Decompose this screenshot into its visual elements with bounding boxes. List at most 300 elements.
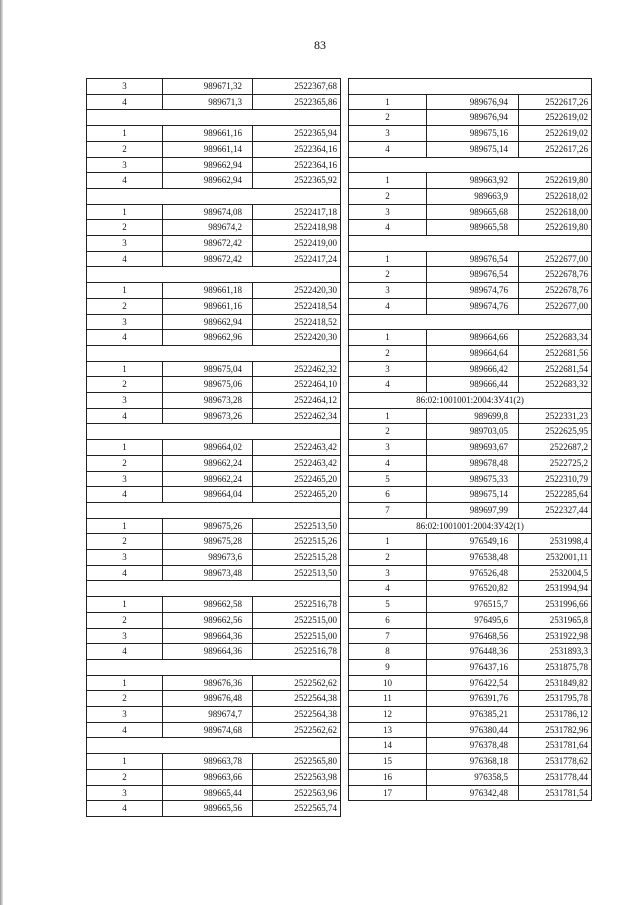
point-number: 7 [349,628,427,644]
table-row [87,94,341,110]
y-coordinate: 2522683,34 [519,330,592,346]
table-row [349,408,592,424]
x-coordinate: 989663,9 [427,188,519,204]
point-number: 1 [349,408,427,424]
x-coordinate: 989674,68 [163,722,253,738]
table-row [87,455,341,471]
y-coordinate: 2532001,11 [519,550,592,566]
x-coordinate: 989661,16 [163,126,253,142]
y-coordinate: 2522678,76 [519,283,592,299]
y-coordinate: 2522285,64 [519,487,592,503]
point-number: 2 [87,612,163,628]
x-coordinate: 976549,16 [427,534,519,550]
y-coordinate: 2522678,76 [519,267,592,283]
point-number: 1 [349,251,427,267]
table-row [87,283,341,299]
x-coordinate: 976538,48 [427,550,519,566]
x-coordinate: 989671,32 [163,79,253,95]
y-coordinate: 2522365,92 [253,173,341,189]
y-coordinate: 2522515,28 [253,550,341,566]
point-number: 2 [87,534,163,550]
table-row [349,565,592,581]
x-coordinate: 989699,8 [427,408,519,424]
section-separator [349,236,592,252]
table-row [349,361,592,377]
y-coordinate: 2531965,8 [519,612,592,628]
y-coordinate: 2522420,30 [253,330,341,346]
point-number: 4 [87,94,163,110]
point-number: 1 [349,534,427,550]
point-number: 3 [87,471,163,487]
point-number: 8 [349,644,427,660]
x-coordinate: 989662,24 [163,471,253,487]
section-title: 86:02:1001001:2004:ЗУ42(1) [349,518,592,534]
y-coordinate: 2522687,2 [519,440,592,456]
y-coordinate: 2531781,54 [519,785,592,801]
table-row [87,565,341,581]
point-number: 2 [87,769,163,785]
point-number: 4 [349,298,427,314]
point-number: 13 [349,722,427,738]
table-row [87,675,341,691]
x-coordinate: 989666,44 [427,377,519,393]
section-header-row [87,267,341,283]
table-row [349,550,592,566]
x-coordinate: 989662,94 [163,157,253,173]
point-number: 4 [349,220,427,236]
table-row [349,455,592,471]
point-number: 4 [349,141,427,157]
point-number: 4 [87,330,163,346]
x-coordinate: 976448,36 [427,644,519,660]
table-row [349,597,592,613]
x-coordinate: 989676,94 [427,94,519,110]
table-row [349,534,592,550]
table-row [87,707,341,723]
section-header-row [87,581,341,597]
x-coordinate: 989674,2 [163,220,253,236]
section-separator [87,581,341,597]
x-coordinate: 989671,3 [163,94,253,110]
point-number: 3 [349,361,427,377]
x-coordinate: 976368,18 [427,754,519,770]
point-number: 1 [87,597,163,613]
x-coordinate: 989662,58 [163,597,253,613]
point-number: 1 [87,126,163,142]
y-coordinate: 2522417,24 [253,251,341,267]
x-coordinate: 976380,44 [427,722,519,738]
scan-edge [0,0,3,905]
table-row [349,471,592,487]
x-coordinate: 989674,08 [163,204,253,220]
page-number: 83 [314,38,326,52]
x-coordinate: 976422,54 [427,675,519,691]
x-coordinate: 989664,36 [163,644,253,660]
section-separator [349,157,592,173]
x-coordinate: 989665,68 [427,204,519,220]
table-row [349,94,592,110]
point-number: 10 [349,675,427,691]
table-row [349,487,592,503]
coordinates-table-right [348,78,592,801]
x-coordinate: 989675,26 [163,518,253,534]
point-number: 4 [87,251,163,267]
x-coordinate: 976385,21 [427,707,519,723]
y-coordinate: 2522681,54 [519,361,592,377]
table-row [349,628,592,644]
table-row [87,141,341,157]
section-header-row [87,502,341,518]
y-coordinate: 2522463,42 [253,440,341,456]
x-coordinate: 989697,99 [427,502,519,518]
x-coordinate: 989675,06 [163,377,253,393]
x-coordinate: 989661,16 [163,298,253,314]
y-coordinate: 2532004,5 [519,565,592,581]
point-number: 7 [349,502,427,518]
table-row [349,644,592,660]
x-coordinate: 989675,14 [427,141,519,157]
point-number: 2 [349,110,427,126]
point-number: 2 [87,455,163,471]
y-coordinate: 2522462,32 [253,361,341,377]
section-separator [87,188,341,204]
x-coordinate: 989675,28 [163,534,253,550]
y-coordinate: 2522516,78 [253,597,341,613]
x-coordinate: 989666,42 [427,361,519,377]
section-header-row [349,393,592,409]
y-coordinate: 2531922,98 [519,628,592,644]
x-coordinate: 989663,92 [427,173,519,189]
x-coordinate: 989674,76 [427,298,519,314]
x-coordinate: 976515,7 [427,597,519,613]
y-coordinate: 2522513,50 [253,518,341,534]
y-coordinate: 2522515,00 [253,612,341,628]
table-row [349,722,592,738]
table-row [87,691,341,707]
table-row [349,173,592,189]
y-coordinate: 2522419,00 [253,236,341,252]
point-number: 16 [349,769,427,785]
table-row [349,707,592,723]
table-row [87,785,341,801]
y-coordinate: 2522364,16 [253,157,341,173]
point-number: 4 [349,581,427,597]
section-title: 86:02:1001001:2004:ЗУ41(2) [349,393,592,409]
point-number: 3 [349,204,427,220]
x-coordinate: 989665,58 [427,220,519,236]
table-row [87,79,341,95]
y-coordinate: 2522617,26 [519,94,592,110]
y-coordinate: 2522681,56 [519,345,592,361]
x-coordinate: 989661,18 [163,283,253,299]
x-coordinate: 989676,36 [163,675,253,691]
point-number: 2 [87,141,163,157]
y-coordinate: 2522462,34 [253,408,341,424]
y-coordinate: 2522365,86 [253,94,341,110]
x-coordinate: 989664,64 [427,345,519,361]
table-row [349,785,592,801]
x-coordinate: 976526,48 [427,565,519,581]
section-header-row [349,79,592,95]
section-separator [87,502,341,518]
x-coordinate: 989664,36 [163,628,253,644]
table-row [87,377,341,393]
x-coordinate: 989662,94 [163,173,253,189]
table-row [349,769,592,785]
table-row [87,204,341,220]
y-coordinate: 2522464,12 [253,393,341,409]
y-coordinate: 2522618,02 [519,188,592,204]
table-row [349,220,592,236]
y-coordinate: 2522564,38 [253,691,341,707]
table-row [87,769,341,785]
point-number: 12 [349,707,427,723]
x-coordinate: 989663,78 [163,754,253,770]
y-coordinate: 2522465,20 [253,471,341,487]
point-number: 4 [349,377,427,393]
y-coordinate: 2522625,95 [519,424,592,440]
x-coordinate: 989664,66 [427,330,519,346]
y-coordinate: 2522367,68 [253,79,341,95]
point-number: 2 [349,550,427,566]
point-number: 3 [87,785,163,801]
table-row [87,330,341,346]
y-coordinate: 2522565,74 [253,801,341,817]
point-number: 1 [87,754,163,770]
table-row [349,204,592,220]
section-separator [349,314,592,330]
section-header-row [87,738,341,754]
table-row [87,518,341,534]
y-coordinate: 2531893,3 [519,644,592,660]
y-coordinate: 2522563,98 [253,769,341,785]
table-row [87,298,341,314]
table-row [349,330,592,346]
y-coordinate: 2531996,66 [519,597,592,613]
y-coordinate: 2522465,20 [253,487,341,503]
point-number: 3 [87,79,163,95]
y-coordinate: 2522418,54 [253,298,341,314]
x-coordinate: 989674,76 [427,283,519,299]
table-row [87,173,341,189]
y-coordinate: 2531781,64 [519,738,592,754]
y-coordinate: 2531778,44 [519,769,592,785]
table-row [349,251,592,267]
x-coordinate: 976520,82 [427,581,519,597]
table-row [349,754,592,770]
section-separator [349,79,592,95]
y-coordinate: 2531998,4 [519,534,592,550]
y-coordinate: 2522365,94 [253,126,341,142]
x-coordinate: 989664,02 [163,440,253,456]
table-row [349,345,592,361]
x-coordinate: 989675,16 [427,126,519,142]
x-coordinate: 976437,16 [427,659,519,675]
point-number: 2 [87,220,163,236]
point-number: 3 [87,550,163,566]
table-row [87,393,341,409]
y-coordinate: 2522327,44 [519,502,592,518]
table-row [349,283,592,299]
table-row [349,267,592,283]
x-coordinate: 989673,26 [163,408,253,424]
point-number: 5 [349,471,427,487]
point-number: 4 [87,722,163,738]
y-coordinate: 2522331,23 [519,408,592,424]
table-row [349,110,592,126]
y-coordinate: 2522516,78 [253,644,341,660]
point-number: 6 [349,487,427,503]
x-coordinate: 989693,67 [427,440,519,456]
x-coordinate: 989672,42 [163,236,253,252]
table-row [87,534,341,550]
table-row [87,550,341,566]
point-number: 4 [87,801,163,817]
x-coordinate: 989663,66 [163,769,253,785]
y-coordinate: 2522564,38 [253,707,341,723]
point-number: 1 [87,675,163,691]
section-separator [87,345,341,361]
table-row [87,612,341,628]
point-number: 3 [87,393,163,409]
x-coordinate: 989662,94 [163,314,253,330]
section-separator [87,738,341,754]
x-coordinate: 989675,33 [427,471,519,487]
point-number: 1 [349,330,427,346]
table-row [349,612,592,628]
point-number: 1 [87,361,163,377]
y-coordinate: 2522618,00 [519,204,592,220]
x-coordinate: 976468,56 [427,628,519,644]
table-row [349,659,592,675]
table-row [349,424,592,440]
table-row [87,722,341,738]
point-number: 3 [87,236,163,252]
point-number: 3 [87,707,163,723]
y-coordinate: 2522619,80 [519,173,592,189]
coordinates-table-left [86,78,341,817]
table-row [87,361,341,377]
point-number: 3 [349,440,427,456]
point-number: 1 [349,173,427,189]
table-row [87,236,341,252]
x-coordinate: 989675,04 [163,361,253,377]
section-separator [87,424,341,440]
x-coordinate: 989674,7 [163,707,253,723]
x-coordinate: 989676,94 [427,110,519,126]
point-number: 5 [349,597,427,613]
x-coordinate: 989673,6 [163,550,253,566]
point-number: 4 [349,455,427,471]
point-number: 9 [349,659,427,675]
table-row [87,471,341,487]
point-number: 3 [349,565,427,581]
section-header-row [87,424,341,440]
section-header-row [349,157,592,173]
section-separator [87,659,341,675]
y-coordinate: 2531795,78 [519,691,592,707]
point-number: 2 [349,424,427,440]
section-header-row [87,188,341,204]
table-row [87,408,341,424]
y-coordinate: 2522563,96 [253,785,341,801]
point-number: 2 [87,298,163,314]
section-header-row [349,236,592,252]
y-coordinate: 2522677,00 [519,298,592,314]
y-coordinate: 2522417,18 [253,204,341,220]
table-row [349,738,592,754]
y-coordinate: 2522418,98 [253,220,341,236]
y-coordinate: 2522364,16 [253,141,341,157]
table-row [87,440,341,456]
x-coordinate: 989661,14 [163,141,253,157]
y-coordinate: 2531875,78 [519,659,592,675]
x-coordinate: 989703,05 [427,424,519,440]
section-separator [87,267,341,283]
point-number: 2 [349,267,427,283]
point-number: 2 [349,345,427,361]
table-row [87,220,341,236]
table-row [87,801,341,817]
point-number: 4 [87,173,163,189]
x-coordinate: 989665,56 [163,801,253,817]
point-number: 3 [349,126,427,142]
table-row [87,644,341,660]
y-coordinate: 2522562,62 [253,722,341,738]
point-number: 1 [87,283,163,299]
table-row [349,502,592,518]
section-header-row [349,314,592,330]
y-coordinate: 2522725,2 [519,455,592,471]
point-number: 4 [87,408,163,424]
table-row [87,628,341,644]
y-coordinate: 2531786,12 [519,707,592,723]
y-coordinate: 2522565,80 [253,754,341,770]
y-coordinate: 2522619,02 [519,126,592,142]
table-row [87,314,341,330]
x-coordinate: 989676,54 [427,251,519,267]
x-coordinate: 989676,48 [163,691,253,707]
table-row [349,691,592,707]
x-coordinate: 989673,48 [163,565,253,581]
point-number: 1 [87,518,163,534]
y-coordinate: 2522310,79 [519,471,592,487]
x-coordinate: 976391,76 [427,691,519,707]
table-row [87,754,341,770]
table-row [87,126,341,142]
y-coordinate: 2522677,00 [519,251,592,267]
y-coordinate: 2531782,96 [519,722,592,738]
table-row [349,675,592,691]
y-coordinate: 2522463,42 [253,455,341,471]
point-number: 15 [349,754,427,770]
y-coordinate: 2522617,26 [519,141,592,157]
y-coordinate: 2522619,02 [519,110,592,126]
x-coordinate: 989662,96 [163,330,253,346]
y-coordinate: 2522683,32 [519,377,592,393]
table-row [87,597,341,613]
table-row [87,251,341,267]
y-coordinate: 2531849,82 [519,675,592,691]
y-coordinate: 2531994,94 [519,581,592,597]
x-coordinate: 976342,48 [427,785,519,801]
point-number: 4 [87,565,163,581]
point-number: 14 [349,738,427,754]
point-number: 1 [349,94,427,110]
table-row [349,377,592,393]
x-coordinate: 989678,48 [427,455,519,471]
table-row [349,440,592,456]
